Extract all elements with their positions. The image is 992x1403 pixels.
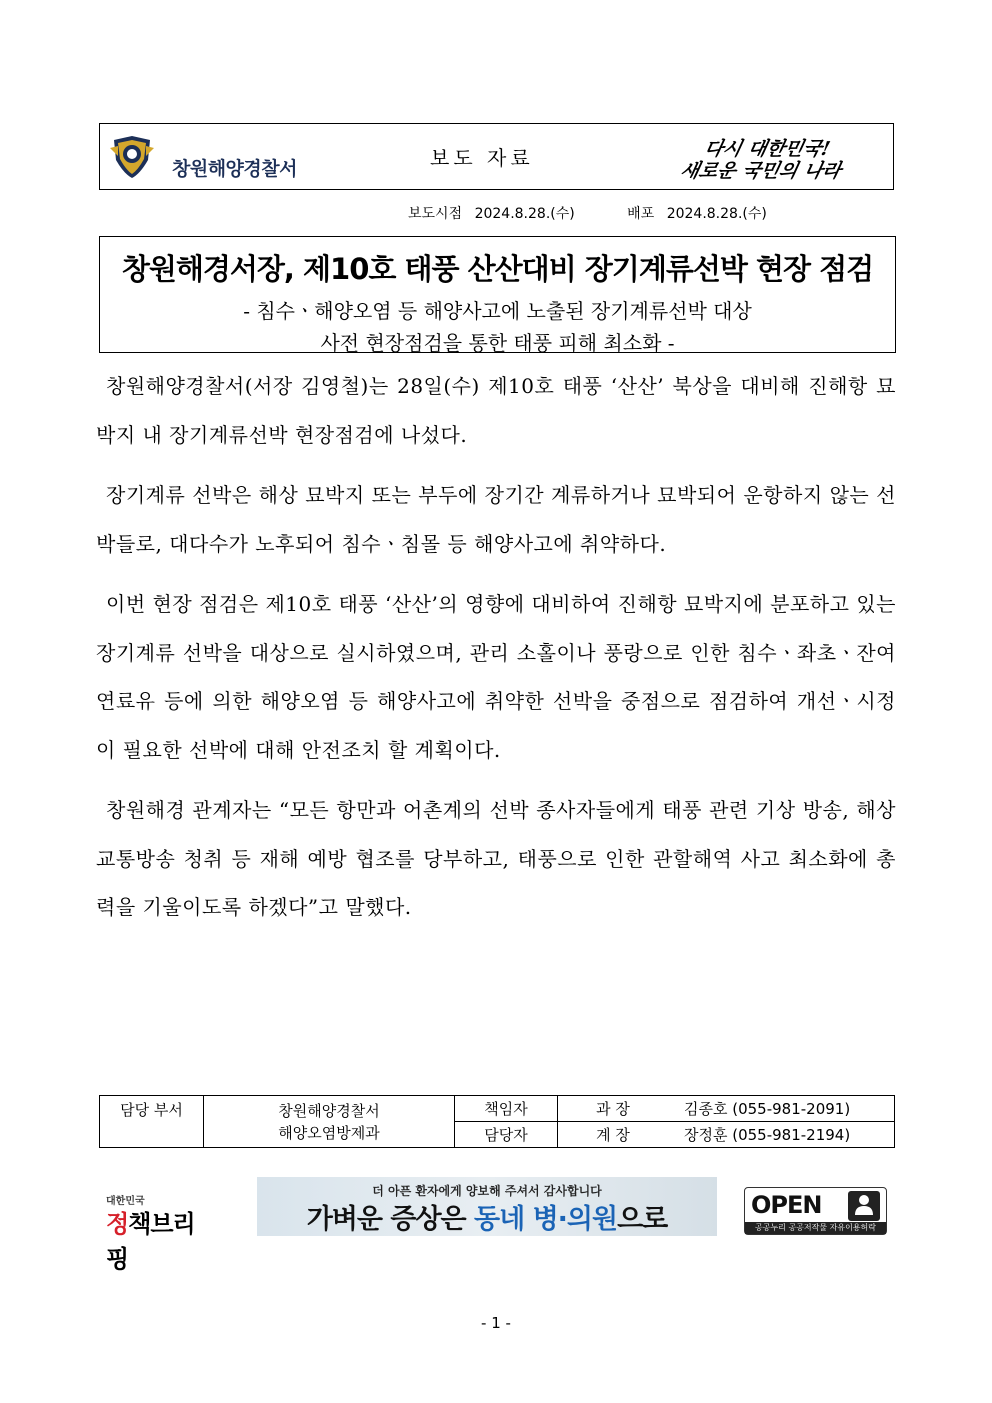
title-box [99, 236, 896, 353]
ad-subtitle: 더 아픈 환자에게 양보해 주셔서 감사합니다 [372, 1184, 602, 1198]
paragraph: 이번 현장 점검은 제10호 태풍 ‘산산’의 영향에 대비하여 진해항 묘박지에 분포하고 있는 장기계류 선박을 대상으로 실시하였으며, 관리 소홀이나 풍랑으로 인한 침수ㆍ좌초ㆍ잔여 연료유 등에 의한 해양오염 등 해양사고에 취약한 선박을 중점으로 점검하여 개선ㆍ시정이 필요한 선박에 대해 안전조치 할 계획이다. [96, 592, 896, 762]
ad-main-part-2: 으로 [617, 1204, 668, 1235]
release-date: 2024.8.28.(수) [474, 206, 575, 222]
body-text [96, 362, 896, 944]
briefing-rest: 책브리핑 [106, 1210, 195, 1273]
slogan [675, 132, 860, 182]
page-number: - 1 - [481, 1314, 511, 1332]
paragraph: 장기계류 선박은 해상 묘박지 또는 부두에 장기간 계류하거나 묘박되어 운항하지 않는 선박들로, 대다수가 노후되어 침수ㆍ침몰 등 해양사고에 취약하다. [96, 483, 896, 556]
ad-main-highlight: 동네 병·의원 [474, 1204, 618, 1235]
policy-briefing-logo [106, 1192, 216, 1273]
dept-name-2: 해양오염방제과 [278, 1123, 380, 1142]
doc-type-label: 보도 자료 [430, 146, 534, 170]
subtitle-line-2: 사전 현장점검을 통한 태풍 피해 최소화 - [320, 331, 675, 355]
org-name: 창원해양경찰서 [172, 158, 297, 180]
role-cell: 책임자 [455, 1096, 558, 1122]
role-cell: 담당자 [455, 1122, 558, 1148]
dept-name-1: 창원해양경찰서 [278, 1101, 380, 1120]
briefing-main-text [106, 1204, 216, 1274]
open-license-bar: 공공누리 공공저작물 자유이용허락 [745, 1222, 886, 1234]
dept-name [204, 1096, 455, 1148]
open-license-badge [744, 1187, 887, 1235]
name-cell: 장정훈 (055-981-2194) [668, 1122, 895, 1148]
ad-main-text [257, 1197, 717, 1236]
paragraph: 창원해양경찰서(서장 김영철)는 28일(수) 제10호 태풍 ‘산산’ 북상을 대비해 진해항 묘박지 내 장기계류선박 현장점검에 나섰다. [96, 374, 896, 447]
distribute-date: 2024.8.28.(수) [666, 206, 767, 222]
ad-banner [257, 1177, 717, 1236]
paragraph: 창원해경 관계자는 “모든 항만과 어촌계의 선박 종사자들에게 태풍 관련 기상 방송, 해상교통방송 청취 등 재해 예방 협조를 당부하고, 태풍으로 인한 관할해역 사고 최소화에 총력을 기울이도록 하겠다”고 말했다. [96, 798, 896, 919]
open-text: OPEN [751, 1191, 822, 1219]
org-logo [110, 134, 310, 180]
rank-cell: 과 장 [558, 1096, 669, 1122]
police-emblem-icon [110, 134, 154, 180]
ad-main-part-1: 가벼운 증상은 [306, 1204, 475, 1235]
dept-label: 담당 부서 [100, 1096, 204, 1148]
header-box [99, 123, 894, 190]
table-row [100, 1096, 895, 1122]
person-icon [848, 1191, 880, 1221]
contact-table [99, 1095, 895, 1148]
rank-cell: 계 장 [558, 1122, 669, 1148]
slogan-line-1: 다시 대한민국! [702, 138, 833, 160]
distribute-label: 배포 [627, 206, 655, 222]
slogan-line-2: 새로운 국민의 나라 [678, 160, 844, 182]
name-cell: 김종호 (055-981-2091) [668, 1096, 895, 1122]
release-label: 보도시점 [408, 206, 463, 222]
briefing-red-char: 정 [106, 1210, 129, 1238]
main-title: 창원해경서장, 제10호 태풍 산산대비 장기계류선박 현장 점검 [121, 252, 874, 286]
briefing-small-text: 대한민국 [106, 1196, 145, 1207]
subtitle-line-1: - 침수ㆍ해양오염 등 해양사고에 노출된 장기계류선박 대상 [243, 299, 752, 323]
release-dates [408, 203, 775, 223]
